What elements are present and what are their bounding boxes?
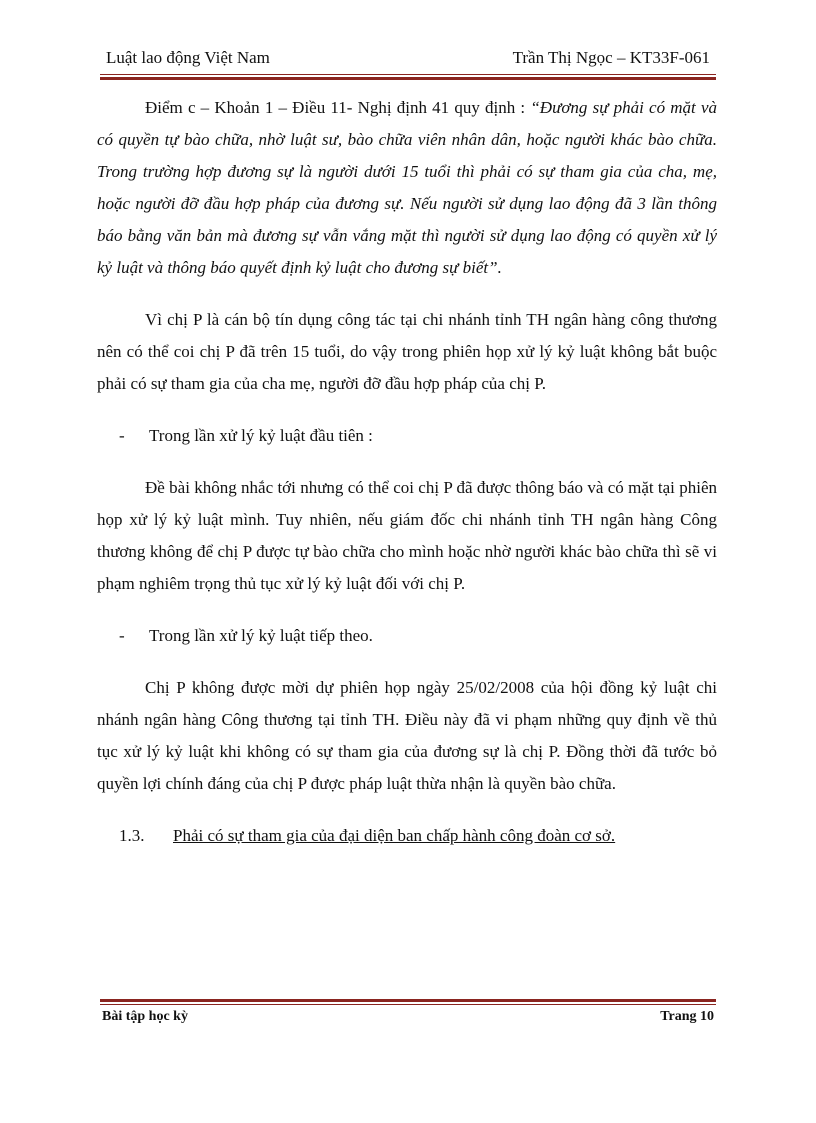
bullet-dash: - xyxy=(119,626,125,645)
section-number: 1.3. xyxy=(119,826,145,845)
footer-rule-thick xyxy=(100,999,716,1002)
paragraph-next-discipline: Chị P không được mời dự phiên họp ngày 25/02/2008 của hội đồng kỷ luật chi nhánh ngân hàng Công thương tại tỉnh TH. Điều này đã vi phạm những quy định về thủ tục xử lý kỷ luật khi không có sự tham gia của đương sự là chị P. Đồng thời đã tước bỏ quyền lợi chính đáng của chị P được pháp luật thừa nhận là quyền bào chữa. xyxy=(97,678,717,793)
header-course-title: Luật lao động Việt Nam xyxy=(106,48,270,67)
citation-intro: Điểm c – Khoản 1 – Điều 11- Nghị định 41 quy định : xyxy=(145,98,531,117)
bullet-next-discipline xyxy=(97,620,717,652)
paragraph-age-analysis: Vì chị P là cán bộ tín dụng công tác tại chi nhánh tỉnh TH ngân hàng công thương nên có thể coi chị P đã trên 15 tuổi, do vậy trong phiên họp xử lý kỷ luật không bắt buộc phải có sự tham gia của cha mẹ, người đỡ đầu hợp pháp của chị P. xyxy=(97,310,717,393)
page-body xyxy=(97,92,717,852)
bullet-dash: - xyxy=(119,426,125,445)
paragraph-decree-citation xyxy=(97,92,717,284)
bullet-text: Trong lần xử lý kỷ luật tiếp theo. xyxy=(149,626,373,645)
footer-document-type: Bài tập học kỳ xyxy=(102,1009,188,1024)
bullet-first-discipline xyxy=(97,420,717,452)
section-title: Phải có sự tham gia của đại diện ban chấp hành công đoàn cơ sở. xyxy=(173,826,616,845)
footer-rule-thin xyxy=(100,1004,716,1005)
header-rule-thin xyxy=(100,74,716,75)
footer-page-number: Trang 10 xyxy=(660,1009,714,1024)
paragraph-first-discipline: Đề bài không nhắc tới nhưng có thể coi chị P đã được thông báo và có mặt tại phiên họp xử lý kỷ luật mình. Tuy nhiên, nếu giám đốc chi nhánh tỉnh TH ngân hàng Công thương không để chị P được tự bào chữa cho mình hoặc nhờ người khác bào chữa thì sẽ vi phạm nghiêm trọng thủ tục xử lý kỷ luật đối với chị P. xyxy=(97,478,717,593)
citation-quote: “Đương sự phải có mặt và có quyền tự bào chữa, nhờ luật sư, bào chữa viên nhân dân, hoặc người khác bào chữa. Trong trường hợp đương sự là người dưới 15 tuổi thì phải có sự tham gia của cha, mẹ, hoặc người đỡ đầu hợp pháp của đương sự. Nếu người sử dụng lao động đã 3 lần thông báo bằng văn bản mà đương sự vẫn vắng mặt thì người sử dụng lao động có quyền xử lý kỷ luật và thông báo quyết định kỷ luật cho đương sự biết”. xyxy=(97,98,717,277)
bullet-text: Trong lần xử lý kỷ luật đầu tiên : xyxy=(149,426,373,445)
section-heading xyxy=(97,820,717,852)
header-rule-thick xyxy=(100,77,716,80)
header-author: Trần Thị Ngọc – KT33F-061 xyxy=(512,48,710,67)
